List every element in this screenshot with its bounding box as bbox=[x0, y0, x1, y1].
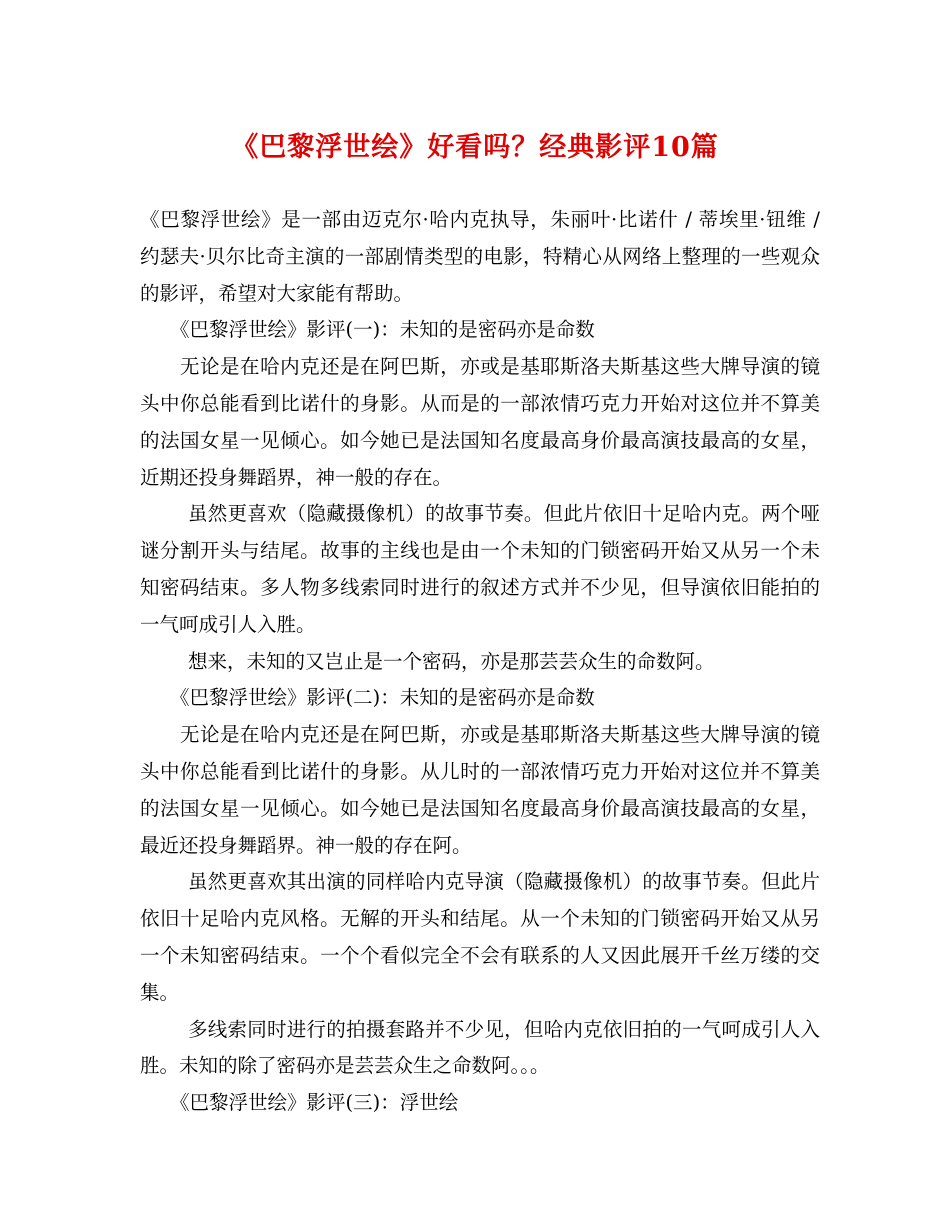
intro-paragraph: 《巴黎浮世绘》是一部由迈克尔·哈内克执导，朱丽叶·比诺什 / 蒂埃里·钮维 / 约瑟夫·贝尔比奇主演的一部剧情类型的电影，特精心从网络上整理的一些观众的影评，希望对大家能有帮助。 bbox=[140, 208, 820, 305]
body-paragraph: 虽然更喜欢其出演的同样哈内克导演（隐藏摄像机）的故事节奏。但此片依旧十足哈内克风格。无解的开头和结尾。从一个未知的门锁密码开始又从另一个未知密码结束。一个个看似完全不会有联系的人又因此展开千丝万缕的交集。 bbox=[140, 870, 820, 1004]
body-paragraph: 想来，未知的又岂止是一个密码，亦是那芸芸众生的命数阿。 bbox=[188, 649, 715, 673]
body-paragraph: 无论是在哈内克还是在阿巴斯，亦或是基耶斯洛夫斯基这些大牌导演的镜头中你总能看到比诺什的身影。从儿时的一部浓情巧克力开始对这位并不算美的法国女星一见倾心。如今她已是法国知名度最高身价最高演技最高的女星，最近还投身舞蹈界。神一般的存在阿。 bbox=[140, 723, 820, 857]
body-paragraph: 无论是在哈内克还是在阿巴斯，亦或是基耶斯洛夫斯基这些大牌导演的镜头中你总能看到比诺什的身影。从而是的一部浓情巧克力开始对这位并不算美的法国女星一见倾心。如今她已是法国知名度最高身价最高演技最高的女星，近期还投身舞蹈界，神一般的存在。 bbox=[140, 355, 820, 489]
document-body bbox=[140, 202, 820, 1122]
body-paragraph: 多线索同时进行的拍摄套路并不少见，但哈内克依旧拍的一气呵成引人入胜。未知的除了密码亦是芸芸众生之命数阿。。。 bbox=[140, 1017, 820, 1078]
document-title: 《巴黎浮世绘》好看吗？经典影评10篇 bbox=[231, 132, 719, 163]
review-heading-1: 《巴黎浮世绘》影评(一)：未知的是密码亦是命数 bbox=[170, 318, 595, 342]
body-paragraph: 虽然更喜欢（隐藏摄像机）的故事节奏。但此片依旧十足哈内克。两个哑谜分割开头与结尾。故事的主线也是由一个未知的门锁密码开始又从另一个未知密码结束。多人物多线索同时进行的叙述方式并不少见，但导演依旧能拍的一气呵成引人入胜。 bbox=[140, 502, 820, 636]
review-heading-3: 《巴黎浮世绘》影评(三)：浮世绘 bbox=[170, 1091, 459, 1115]
review-heading-2: 《巴黎浮世绘》影评(二)：未知的是密码亦是命数 bbox=[170, 686, 595, 710]
